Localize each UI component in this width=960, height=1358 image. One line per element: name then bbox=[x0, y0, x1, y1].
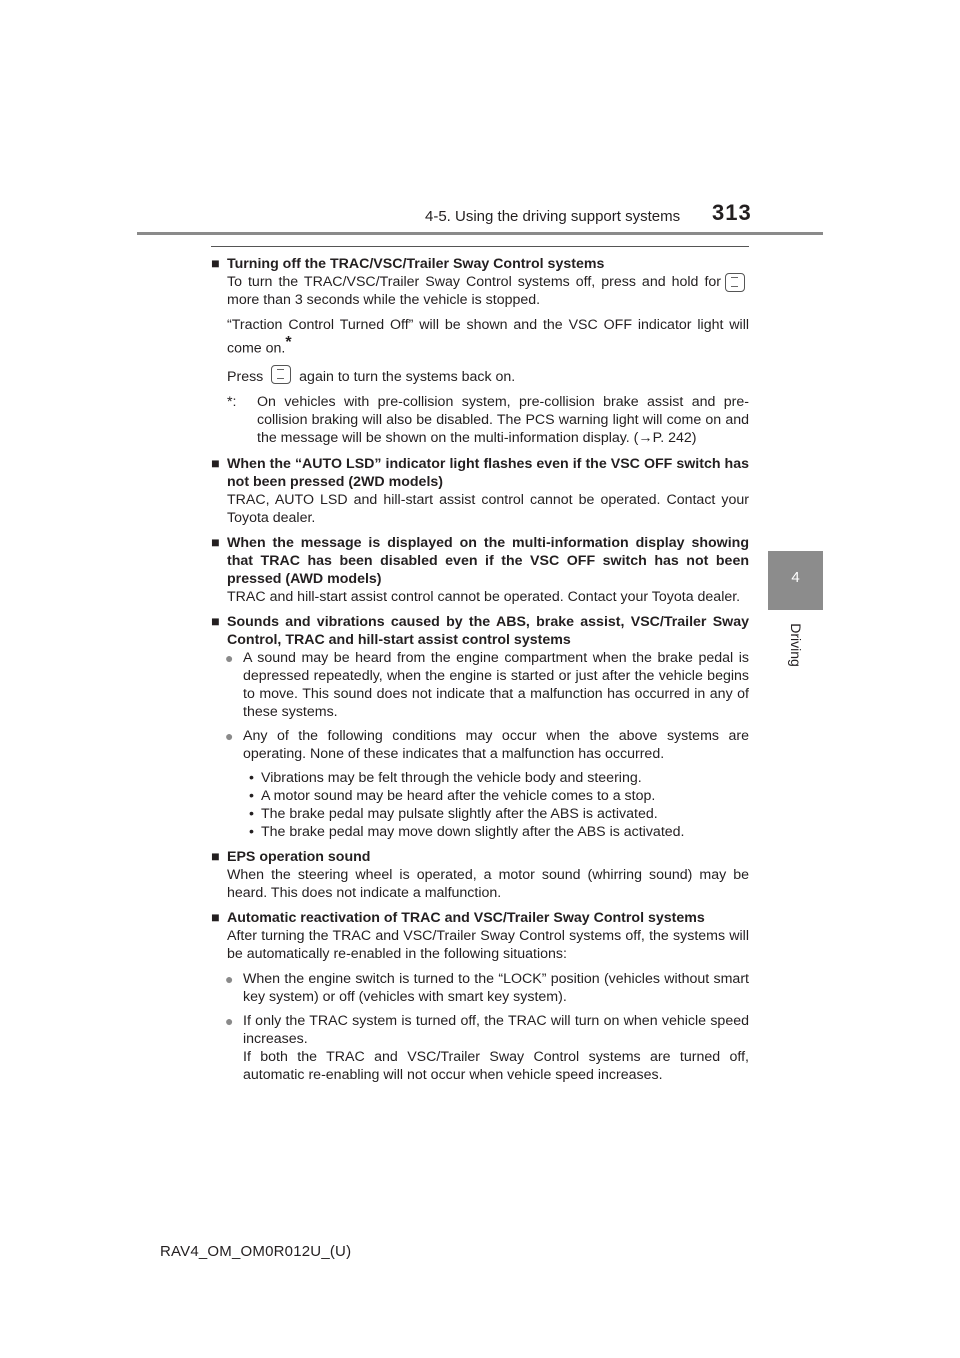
section-sounds-vibrations bbox=[211, 613, 749, 841]
header-rule bbox=[137, 232, 823, 235]
section-heading: ■ When the “AUTO LSD” indicator light flashes even if the VSC OFF switch has not been pressed (2WD models) bbox=[211, 455, 749, 491]
sub-bullet-item: • Vibrations may be felt through the vehicle body and steering. bbox=[249, 769, 749, 787]
footnote-mark: * bbox=[285, 334, 292, 351]
section-heading: ■ EPS operation sound bbox=[211, 848, 749, 866]
bullet-text: If only the TRAC system is turned off, the TRAC will turn on when vehicle speed increases. bbox=[243, 1012, 749, 1047]
paragraph-text: “Traction Control Turned Off” will be shown and the VSC OFF indicator light will come on. bbox=[227, 317, 749, 357]
bullet-item bbox=[211, 727, 749, 763]
sub-bullet-item: • The brake pedal may move down slightly after the ABS is activated. bbox=[249, 823, 749, 841]
footnote-text: On vehicles with pre-collision system, pre-collision brake assist and pre-collision braking will also be disabled. The PCS warning light will come on and the message will be shown on the multi-information display. (→P. 242) bbox=[257, 393, 749, 446]
bullet-item bbox=[211, 1012, 749, 1084]
bullet-item bbox=[211, 649, 749, 721]
footnote bbox=[227, 393, 749, 447]
paragraph bbox=[211, 273, 749, 309]
section-eps-sound bbox=[211, 848, 749, 902]
page-number: 313 bbox=[712, 200, 752, 225]
paragraph bbox=[211, 316, 749, 358]
section-turning-off bbox=[211, 255, 749, 447]
paragraph bbox=[211, 365, 749, 386]
bullet-icon: ● bbox=[225, 1012, 234, 1029]
bullet-icon: ● bbox=[225, 727, 234, 744]
sub-bullet-item: • A motor sound may be heard after the vehicle comes to a stop. bbox=[249, 787, 749, 805]
bullet-text: Any of the following conditions may occur when the above systems are operating. None of these indicates that a malfunction has occurred. bbox=[243, 727, 749, 762]
paragraph: TRAC, AUTO LSD and hill-start assist control cannot be operated. Contact your Toyota dealer. bbox=[227, 491, 749, 526]
chapter-number: 4 bbox=[791, 569, 800, 586]
bullet-text: When the engine switch is turned to the “LOCK” position (vehicles without smart key system) or off (vehicles with smart key system). bbox=[243, 970, 749, 1005]
chapter-label-text: Driving bbox=[788, 623, 804, 667]
bullet-icon: ● bbox=[225, 970, 234, 987]
footer-doc-code: RAV4_OM_OM0R012U_(U) bbox=[160, 1243, 352, 1260]
content-rule bbox=[211, 246, 749, 247]
header-section-title: 4-5. Using the driving support systems bbox=[425, 208, 681, 225]
sub-bullet-item: • The brake pedal may pulsate slightly after the ABS is activated. bbox=[249, 805, 749, 823]
section-heading: ■ When the message is displayed on the multi-information display showing that TRAC has been disabled even if the VSC OFF switch has not been pressed (AWD models) bbox=[211, 534, 749, 588]
page-content bbox=[211, 255, 749, 1091]
vsc-off-button-icon bbox=[725, 273, 745, 292]
footnote-label: *: bbox=[227, 393, 237, 410]
bullet-icon: ● bbox=[225, 649, 234, 666]
section-trac-disabled-message bbox=[211, 534, 749, 606]
bullet-text: If both the TRAC and VSC/Trailer Sway Control systems are turned off, automatic re-enabling will not occur when vehicle speed increases. bbox=[243, 1048, 749, 1083]
bullet-text: A sound may be heard from the engine compartment when the brake pedal is depressed repeatedly, when the engine is started or just after the vehicle begins to move. This sound does not indicate that a malfunction has occurred in any of these systems. bbox=[243, 649, 749, 720]
sub-bullet-list bbox=[211, 769, 749, 841]
chapter-label bbox=[782, 615, 810, 675]
paragraph-text: Press bbox=[227, 368, 264, 385]
section-heading: ■ Automatic reactivation of TRAC and VSC/Trailer Sway Control systems bbox=[211, 909, 749, 927]
paragraph: After turning the TRAC and VSC/Trailer Sway Control systems off, the systems will be automatically re-enabled in the following situations: bbox=[227, 927, 749, 962]
section-heading: ■ Sounds and vibrations caused by the ABS, brake assist, VSC/Trailer Sway Control, TRAC and hill-start assist control systems bbox=[211, 613, 749, 649]
section-auto-lsd bbox=[211, 455, 749, 527]
vsc-off-button-icon bbox=[271, 365, 291, 384]
paragraph-text: To turn the TRAC/VSC/Trailer Sway Control systems off, press and hold for more than 3 seconds while the vehicle is stopped. bbox=[227, 274, 721, 308]
chapter-tab bbox=[768, 551, 823, 610]
paragraph-text: again to turn the systems back on. bbox=[299, 368, 516, 385]
paragraph: When the steering wheel is operated, a motor sound (whirring sound) may be heard. This does not indicate a malfunction. bbox=[227, 866, 749, 901]
section-automatic-reactivation bbox=[211, 909, 749, 1084]
paragraph: TRAC and hill-start assist control cannot be operated. Contact your Toyota dealer. bbox=[227, 588, 741, 605]
bullet-item bbox=[211, 970, 749, 1006]
section-heading: ■ Turning off the TRAC/VSC/Trailer Sway Control systems bbox=[211, 255, 749, 273]
